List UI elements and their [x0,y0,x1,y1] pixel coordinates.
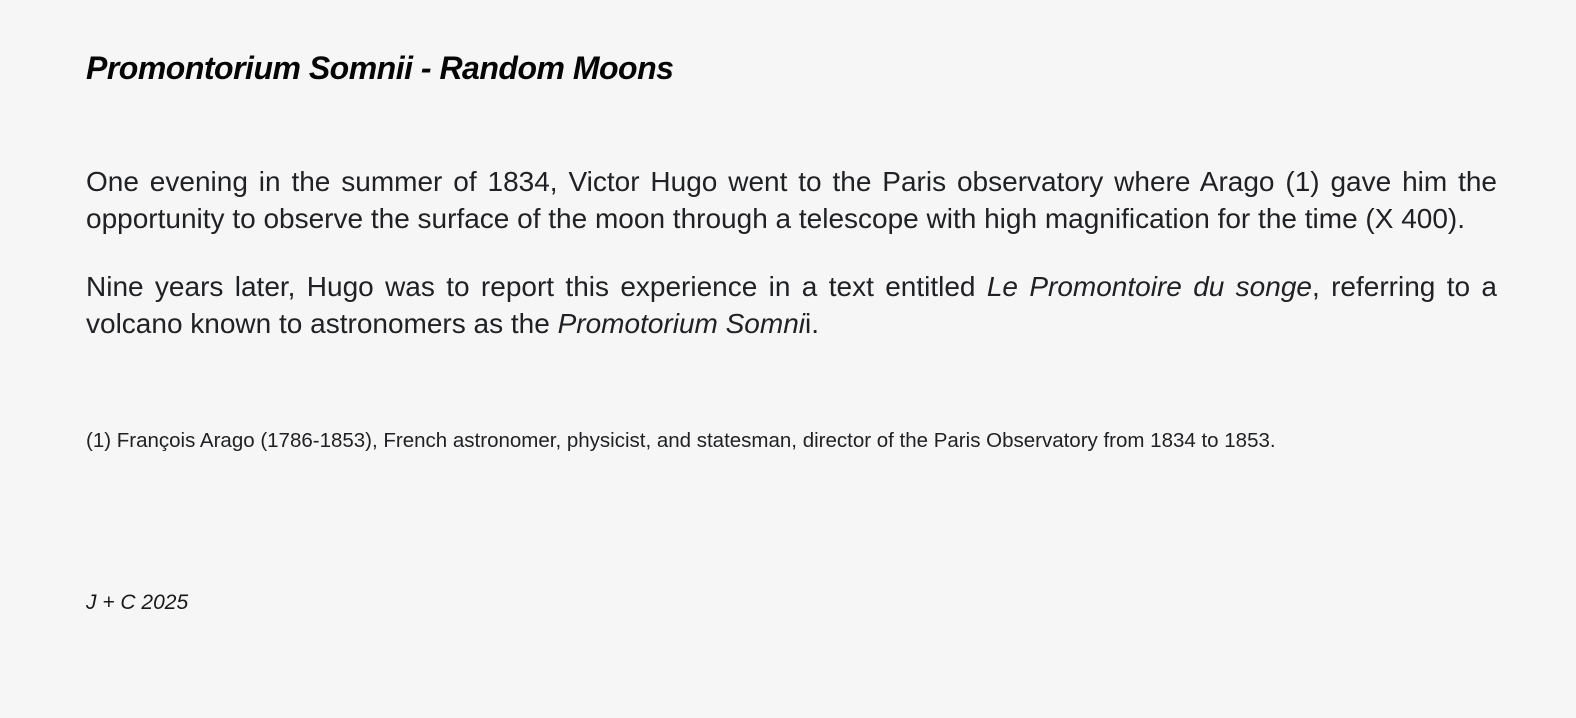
paragraph-second [86,268,1497,343]
paragraph-first: One evening in the summer of 1834, Victor Hugo went to the Paris observatory where Arago (1) gave him the opportunity to observe the surface of the moon through a telescope with high magnification for the time (X 400). [86,165,1497,235]
term-promotorium-somni: Promotorium Somni [557,308,805,340]
signature: J + C 2025 [86,590,189,614]
paragraph-second-segment-roman: i. [805,308,819,340]
footnote-arago: (1) François Arago (1786-1853), French astronomer, physicist, and statesman, director of the Paris Observatory from 1834 to 1853. [86,428,1276,452]
book-title-le-promontoire-du-songe: Le Promontoire du songe [986,270,1312,302]
paragraph-second-segment-roman: , referring to a volcano known to astronomers as the [86,270,1497,340]
page-title: Promontorium Somnii - Random Moons [86,50,674,86]
paragraph-second-segment-roman: Nine years later, Hugo was to report this experience in a text entitled [86,270,987,302]
